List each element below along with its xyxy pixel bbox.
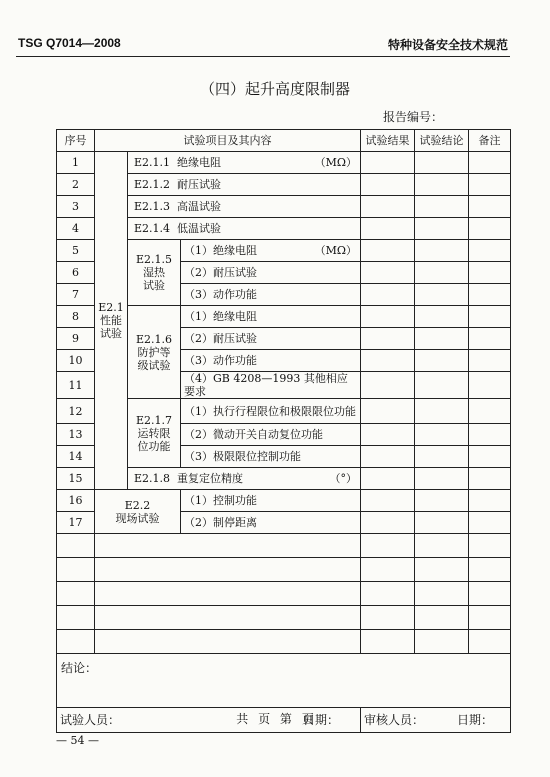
empty-row [57,606,511,630]
row-number: 1 [57,152,95,174]
conclusion-cell[interactable] [415,372,469,399]
empty-row [57,630,511,654]
reviewer-label: 审核人员： [364,712,425,727]
row-number: 9 [57,328,95,350]
conclusion-cell[interactable] [415,218,469,240]
table-header-row [57,130,511,152]
conclusion-cell[interactable] [415,468,469,490]
result-cell[interactable] [361,218,415,240]
item-cell [128,152,361,174]
group-field-test: E2.2 现场试验 [95,490,181,534]
item-text: （1）绝缘电阻 [181,306,361,328]
conclusion-cell[interactable] [415,284,469,306]
table-row [57,152,511,174]
header-rule [16,56,510,57]
conclusion-cell[interactable] [415,424,469,446]
conclusion-label: 结论： [61,661,98,675]
result-cell[interactable] [361,424,415,446]
item-text: （3）动作功能 [181,284,361,306]
item-text: （3）极限限位控制功能 [181,446,361,468]
conclusion-cell[interactable] [415,174,469,196]
remark-cell[interactable] [469,399,511,424]
row-number: 13 [57,424,95,446]
item-cell [181,240,361,262]
item-cell [128,174,361,196]
result-cell[interactable] [361,152,415,174]
item-text: （2）制停距离 [181,512,361,534]
review-date-label: 日期： [457,712,494,727]
page-number: — 54 — [56,734,99,747]
result-cell[interactable] [361,328,415,350]
result-cell[interactable] [361,240,415,262]
item-code: E2.1.3 [134,200,171,213]
item-text: 绝缘电阻 [177,156,222,169]
remark-cell[interactable] [469,218,511,240]
result-cell[interactable] [361,512,415,534]
remark-cell[interactable] [469,350,511,372]
row-number: 15 [57,468,95,490]
result-cell[interactable] [361,399,415,424]
conclusion-cell[interactable] [415,512,469,534]
header-result: 试验结果 [361,130,415,152]
page-count: 共 页 第 页 [236,712,314,726]
item-text: （4）GB 4208—1993 其他相应要求 [181,372,361,399]
conclusion-cell[interactable] [415,262,469,284]
item-cell [128,218,361,240]
row-number: 7 [57,284,95,306]
result-cell[interactable] [361,490,415,512]
report-number-label: 报告编号： [383,110,444,124]
conclusion-row [57,654,511,708]
row-number: 8 [57,306,95,328]
row-number: 12 [57,399,95,424]
item-cell [128,196,361,218]
row-number: 4 [57,218,95,240]
item-text: （1）绝缘电阻 [184,244,257,257]
row-number: 14 [57,446,95,468]
remark-cell[interactable] [469,424,511,446]
remark-cell[interactable] [469,512,511,534]
empty-row [57,558,511,582]
remark-cell[interactable] [469,196,511,218]
item-text: 耐压试验 [177,178,222,191]
remark-cell[interactable] [469,306,511,328]
row-number: 11 [57,372,95,399]
remark-cell[interactable] [469,262,511,284]
tester-label: 试验人员： [60,712,121,727]
page-title: （四）起升高度限制器 [199,80,350,98]
result-cell[interactable] [361,262,415,284]
item-unit: （MΩ） [314,156,358,169]
conclusion-cell[interactable] [415,446,469,468]
result-cell[interactable] [361,446,415,468]
remark-cell[interactable] [469,372,511,399]
remark-cell[interactable] [469,328,511,350]
row-number: 2 [57,174,95,196]
item-text: （2）耐压试验 [181,328,361,350]
conclusion-cell[interactable] [415,240,469,262]
row-number: 10 [57,350,95,372]
result-cell[interactable] [361,306,415,328]
conclusion-cell[interactable] [415,490,469,512]
item-code: E2.1.1 [134,156,171,169]
item-code: E2.1.4 [134,222,171,235]
item-text: （1）执行行程限位和极限限位功能 [181,399,361,424]
result-cell[interactable] [361,196,415,218]
conclusion-cell[interactable] [415,328,469,350]
row-number: 17 [57,512,95,534]
remark-cell[interactable] [469,152,511,174]
row-number: 3 [57,196,95,218]
group-performance-test: E2.1 性能 试验 [95,152,128,490]
test-record-table [56,129,511,733]
item-text: 高温试验 [177,200,222,213]
table-row [57,490,511,512]
result-cell[interactable] [361,468,415,490]
item-code: E2.1.2 [134,178,171,191]
remark-cell[interactable] [469,490,511,512]
conclusion-cell[interactable] [415,350,469,372]
result-cell[interactable] [361,174,415,196]
item-text: （2）耐压试验 [181,262,361,284]
header-conclusion: 试验结论 [415,130,469,152]
result-cell[interactable] [361,284,415,306]
header-seq: 序号 [57,130,95,152]
doc-code: TSG Q7014—2008 [18,36,121,50]
conclusion-cell[interactable] [415,399,469,424]
remark-cell[interactable] [469,468,511,490]
empty-row [57,582,511,606]
empty-row [57,534,511,558]
remark-cell[interactable] [469,284,511,306]
conclusion-cell[interactable] [415,306,469,328]
item-text: （1）控制功能 [181,490,361,512]
sub-running-limit-function: E2.1.7 运转限 位功能 [128,399,181,468]
item-cell [128,468,361,490]
remark-cell[interactable] [469,240,511,262]
row-number: 16 [57,490,95,512]
conclusion-field[interactable] [57,654,511,708]
row-number: 5 [57,240,95,262]
conclusion-cell[interactable] [415,196,469,218]
item-text: （3）动作功能 [181,350,361,372]
header-item: 试验项目及其内容 [95,130,361,152]
header-remark: 备注 [469,130,511,152]
conclusion-cell[interactable] [415,152,469,174]
item-code: E2.1.8 [134,472,171,485]
test-date-label: 日期： [303,712,340,727]
result-cell[interactable] [361,372,415,399]
sub-protection-level-test: E2.1.6 防护等 级试验 [128,306,181,399]
item-text: 低温试验 [177,222,222,235]
item-text: （2）微动开关自动复位功能 [181,424,361,446]
item-text: 重复定位精度 [177,472,244,485]
doc-category: 特种设备安全技术规范 [387,38,508,52]
row-number: 6 [57,262,95,284]
item-unit: （MΩ） [314,244,358,257]
result-cell[interactable] [361,350,415,372]
sub-humid-heat-test: E2.1.5 湿热 试验 [128,240,181,306]
remark-cell[interactable] [469,446,511,468]
item-unit: （°） [329,472,358,485]
remark-cell[interactable] [469,174,511,196]
